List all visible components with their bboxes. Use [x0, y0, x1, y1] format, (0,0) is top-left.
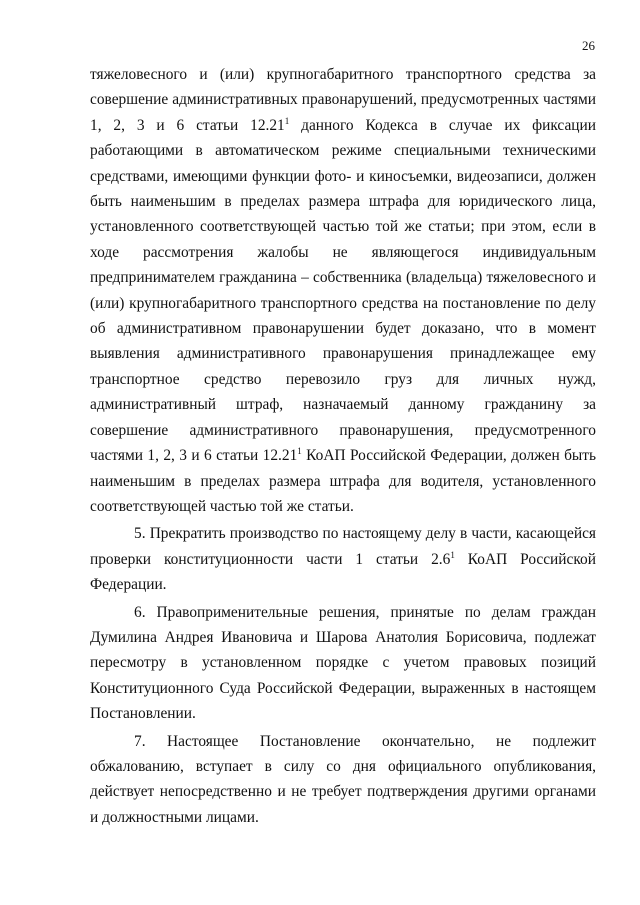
paragraph-item-6: 6. Правоприменительные решения, принятые по делам граждан Думилина Андрея Ивановича и Шарова Анатолия Борисовича, подлежат пересмотру в установленном порядке с учетом правовых позиций Конституционного Суда Российской Федерации, выраженных в настоящем Постановлении.	[90, 603, 596, 723]
text-segment: данного Кодекса в случае их фиксации работающими в автоматическом режиме специальными техническими средствами, имеющими функции фото- и киносъемки, видеозаписи, должен быть наименьшим в пределах размера штрафа для юридического лица, установленного соответствующей частью той же статьи; при этом, если в ходе рассмотрения жалобы не являющегося индивидуальным предпринимателем гражданина – собственника (владельца) тяжеловесного и (или) крупногабаритного транспортного средства на постановление по делу об административном правонарушении будет доказано, что в момент выявления административного правонарушения принадлежащее ему транспортное средство перевозило груз для личных нужд, административный штраф, назначаемый данному гражданину за совершение административного правонарушения, предусмотренного частями 1, 2, 3 и 6 статьи 12.21	[90, 116, 596, 465]
paragraph-item-7: 7. Настоящее Постановление окончательно, не подлежит обжалованию, вступает в силу со дня официального опубликования, действует непосредственно и не требует подтверждения другими органами и должностными лицами.	[90, 732, 596, 826]
superscript: 1	[284, 115, 290, 126]
page-number: 26	[582, 38, 595, 53]
paragraph-item-5	[90, 521, 596, 597]
superscript: 1	[450, 549, 455, 560]
superscript: 1	[297, 446, 302, 457]
text-segment: КоАП Российской Федерации, должен быть наименьшим в пределах размера штрафа для водителя, установленного соответствующей частью той же статьи.	[90, 447, 596, 515]
body-text	[90, 62, 596, 830]
paragraph-continuation	[90, 62, 596, 519]
text-segment: КоАП Российской Федерации.	[90, 550, 596, 594]
text-segment: тяжеловесного и (или) крупногабаритного транспортного средства за совершение административных правонарушений, предусмотренных частями 1, 2, 3 и 6 статьи 12.21	[90, 66, 596, 134]
text-segment: 5. Прекратить производство по настоящему делу в части, касающейся проверки конституционности части 1 статьи 2.6	[90, 525, 596, 568]
